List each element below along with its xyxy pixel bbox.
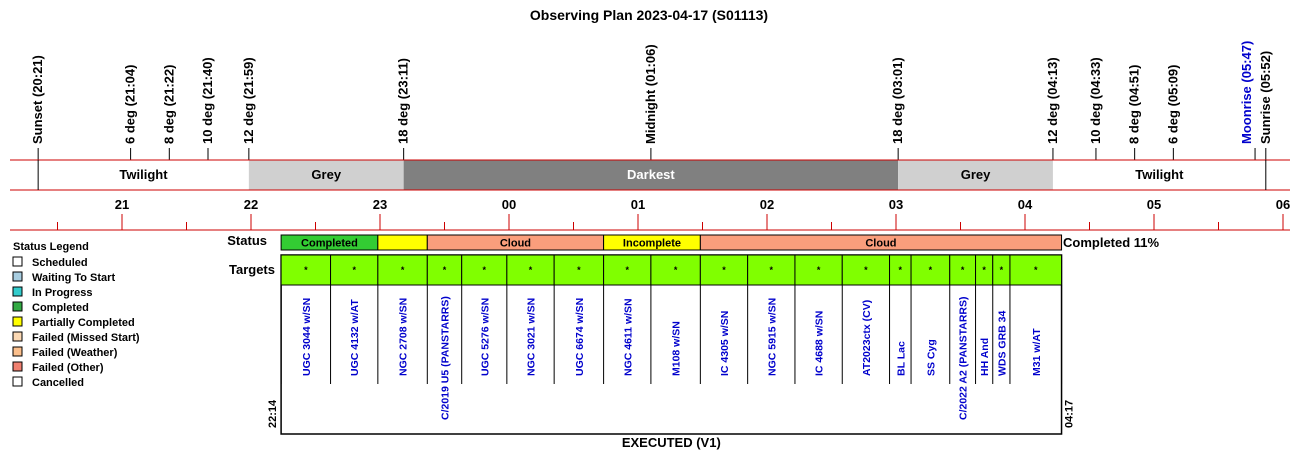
target-name: UGC 5276 w/SN bbox=[479, 297, 492, 376]
legend-item-label: Failed (Weather) bbox=[32, 347, 118, 359]
window-start-time: 22:14 bbox=[267, 399, 280, 428]
target-marker: * bbox=[769, 265, 774, 275]
target-name: SS Cyg bbox=[925, 339, 938, 376]
band-label: Darkest bbox=[627, 167, 675, 182]
event-label: Sunset (20:21) bbox=[30, 55, 46, 144]
band-label: Twilight bbox=[1135, 167, 1184, 182]
band-label: Grey bbox=[960, 167, 991, 182]
target-marker: * bbox=[928, 265, 933, 275]
target-marker: * bbox=[625, 265, 630, 275]
hour-tick-label: 04 bbox=[1017, 197, 1033, 212]
event-label: 6 deg (21:04) bbox=[122, 64, 138, 144]
band-label: Grey bbox=[311, 167, 342, 182]
event-label: Midnight (01:06) bbox=[642, 44, 658, 144]
legend-item-label: Completed bbox=[32, 302, 89, 314]
legend-swatch bbox=[13, 317, 22, 326]
legend-item-label: Waiting To Start bbox=[32, 272, 116, 284]
target-marker: * bbox=[352, 265, 356, 275]
window-end-time: 04:17 bbox=[1063, 399, 1076, 428]
event-label: Sunrise (05:52) bbox=[1257, 50, 1273, 144]
status-legend bbox=[13, 241, 140, 389]
legend-item-label: In Progress bbox=[32, 287, 93, 299]
hour-tick-label: 01 bbox=[630, 197, 646, 212]
status-segment bbox=[378, 235, 427, 250]
completed-summary: Completed 11% bbox=[1063, 235, 1160, 250]
legend-swatch bbox=[13, 377, 22, 386]
executed-footer: EXECUTED (V1) bbox=[621, 435, 721, 450]
chart-title: Observing Plan 2023-04-17 (S01113) bbox=[529, 7, 769, 23]
hour-tick-label: 03 bbox=[888, 197, 904, 212]
target-name: IC 4305 w/SN bbox=[719, 310, 731, 376]
target-marker: * bbox=[673, 265, 678, 275]
event-markers bbox=[30, 41, 1273, 160]
target-name: C/2019 U5 (PANSTARRS) bbox=[439, 296, 452, 420]
legend-swatch bbox=[13, 332, 22, 341]
target-marker: * bbox=[999, 265, 1004, 275]
target-name: UGC 3044 w/SN bbox=[300, 297, 313, 376]
hour-tick-label: 00 bbox=[501, 197, 517, 212]
target-marker: * bbox=[816, 265, 821, 275]
target-marker: * bbox=[960, 265, 965, 275]
legend-swatch bbox=[13, 347, 22, 356]
legend-item-label: Failed (Other) bbox=[32, 362, 104, 374]
target-name: NGC 5915 w/SN bbox=[766, 297, 779, 376]
status-segment-label: Incomplete bbox=[622, 237, 682, 250]
hour-tick-label: 22 bbox=[243, 197, 259, 212]
target-name: M31 w/AT bbox=[1030, 328, 1043, 376]
target-name: AT2023ctx (CV) bbox=[860, 299, 873, 376]
target-marker: * bbox=[482, 265, 487, 275]
target-marker: * bbox=[1033, 265, 1038, 275]
target-marker: * bbox=[864, 265, 868, 275]
event-label: 12 deg (04:13) bbox=[1044, 57, 1060, 144]
event-label: 8 deg (21:22) bbox=[161, 64, 177, 144]
legend-swatch bbox=[13, 272, 22, 281]
target-name: HH And bbox=[979, 337, 992, 376]
target-name: NGC 3021 w/SN bbox=[525, 297, 538, 376]
target-marker: * bbox=[304, 265, 308, 275]
hour-tick-label: 06 bbox=[1275, 197, 1291, 212]
legend-item-label: Partially Completed bbox=[32, 317, 135, 329]
hour-axis bbox=[10, 197, 1290, 230]
hour-tick-label: 21 bbox=[114, 197, 130, 212]
status-row-label: Status bbox=[227, 233, 267, 248]
legend-swatch bbox=[13, 362, 22, 371]
target-marker: * bbox=[577, 265, 581, 275]
target-marker: * bbox=[528, 265, 533, 275]
legend-item-label: Failed (Missed Start) bbox=[32, 332, 140, 344]
execution-table bbox=[227, 233, 1159, 450]
event-label: 18 deg (03:01) bbox=[890, 57, 906, 144]
target-name: WDS GRB 34 bbox=[996, 310, 1009, 376]
legend-item-label: Cancelled bbox=[32, 377, 84, 389]
target-name: NGC 4611 w/SN bbox=[622, 298, 635, 376]
target-name: UGC 6674 w/SN bbox=[573, 297, 586, 376]
event-label: 6 deg (05:09) bbox=[1165, 64, 1181, 144]
event-label: 18 deg (23:11) bbox=[395, 58, 411, 144]
hour-tick-label: 02 bbox=[759, 197, 775, 212]
event-label: 10 deg (21:40) bbox=[200, 57, 215, 144]
legend-item-label: Scheduled bbox=[32, 257, 88, 269]
event-label: Moonrise (05:47) bbox=[1239, 40, 1255, 144]
target-name: C/2022 A2 (PANSTARRS) bbox=[957, 296, 970, 420]
legend-swatch bbox=[13, 287, 22, 296]
event-label: 8 deg (04:51) bbox=[1126, 64, 1142, 144]
legend-swatch bbox=[13, 302, 22, 311]
target-name: UGC 4132 w/AT bbox=[349, 299, 362, 376]
targets-row-label: Targets bbox=[229, 262, 275, 277]
target-marker: * bbox=[982, 265, 986, 275]
target-marker: * bbox=[722, 265, 726, 275]
target-name: NGC 2708 w/SN bbox=[397, 297, 410, 376]
status-segment-label: Completed bbox=[301, 237, 358, 250]
target-name: BL Lac bbox=[895, 341, 908, 376]
status-segment-label: Cloud bbox=[865, 237, 897, 250]
legend-title: Status Legend bbox=[13, 241, 89, 253]
target-marker: * bbox=[400, 265, 405, 275]
event-label: 10 deg (04:33) bbox=[1087, 57, 1103, 144]
hour-tick-label: 23 bbox=[372, 197, 388, 212]
twilight-bands bbox=[10, 160, 1290, 190]
hour-tick-label: 05 bbox=[1146, 197, 1162, 212]
target-marker: * bbox=[442, 265, 447, 275]
target-name: M108 w/SN bbox=[670, 321, 683, 376]
legend-swatch bbox=[13, 257, 22, 266]
band-label: Twilight bbox=[119, 167, 168, 182]
target-marker: * bbox=[898, 265, 903, 275]
event-label: 12 deg (21:59) bbox=[240, 57, 256, 144]
target-name: IC 4688 w/SN bbox=[813, 310, 826, 376]
status-segment-label: Cloud bbox=[499, 237, 532, 250]
